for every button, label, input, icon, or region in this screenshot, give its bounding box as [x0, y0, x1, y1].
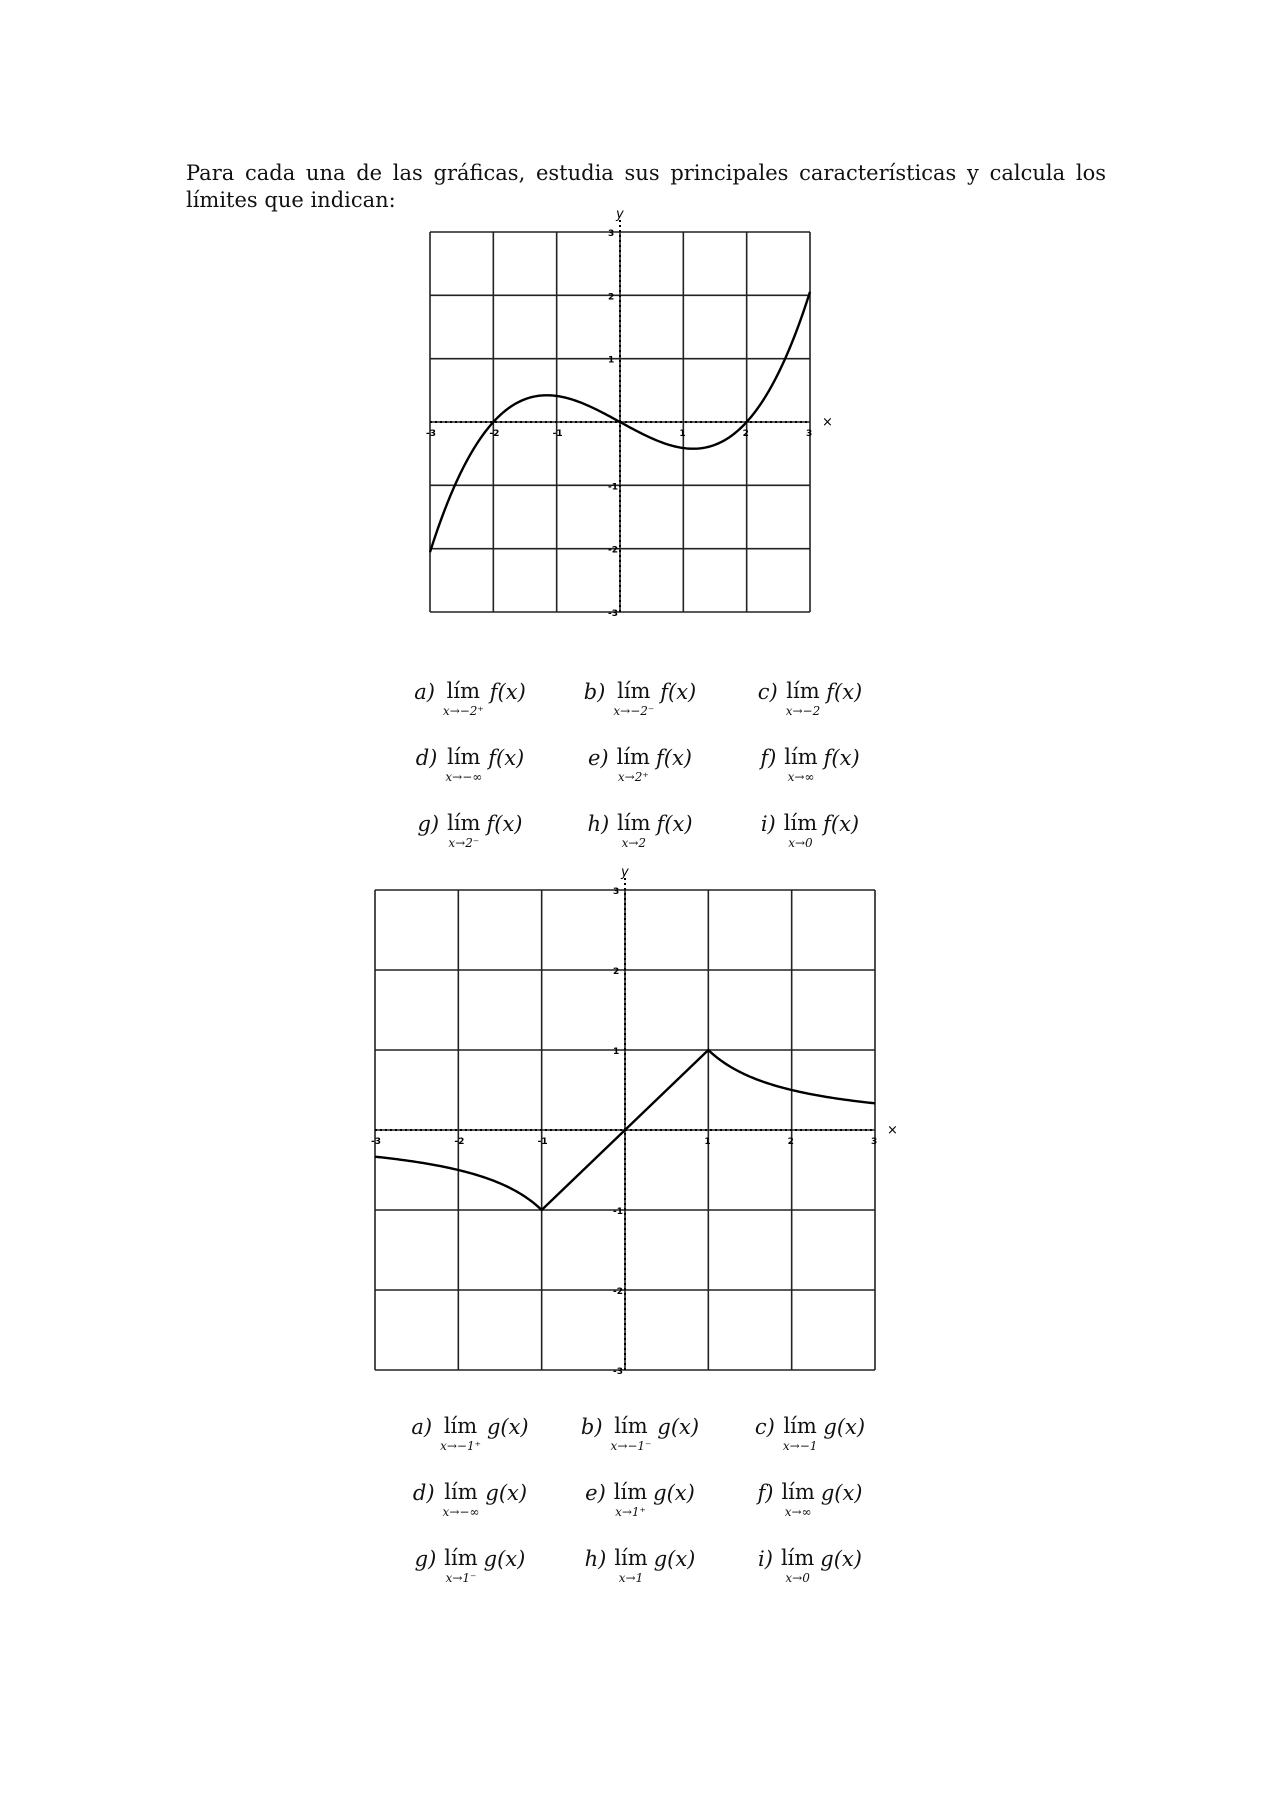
limit-g-item [570, 1481, 710, 1547]
limit-f-item [400, 680, 540, 746]
limit-word: lím [443, 1414, 478, 1438]
limit-function: f(x) [823, 746, 860, 770]
limit-word: lím [783, 811, 818, 835]
intro-line-1: Para cada una de las gráficas, estudia sus principales características y calcula los límites que [186, 161, 1106, 212]
limit-f-item [740, 812, 880, 878]
x-tick-label: 3 [806, 429, 813, 439]
y-axis-label: y [621, 865, 629, 880]
limit-operator [443, 680, 484, 718]
limit-word: lím [786, 679, 820, 703]
limit-function: g(x) [485, 1481, 528, 1505]
limit-word: lím [444, 1546, 478, 1570]
limit-subscript: x→1 [618, 1571, 644, 1585]
limit-operator [611, 1415, 652, 1453]
limits-f-block [0, 680, 1280, 878]
limit-function: f(x) [660, 680, 697, 704]
limit-function: g(x) [657, 1415, 700, 1439]
limit-subscript: x→−2⁺ [442, 704, 484, 718]
limit-subscript: x→∞ [784, 1505, 812, 1519]
limit-label: d) [415, 746, 438, 770]
limit-label: a) [411, 1415, 433, 1439]
limit-word: lím [614, 1546, 648, 1570]
limit-function: f(x) [826, 680, 863, 704]
y-tick-label: 1 [608, 355, 615, 366]
limit-operator [617, 812, 650, 850]
limit-operator [781, 1547, 814, 1585]
limit-operator [617, 746, 650, 784]
x-tick-label: 2 [787, 1137, 794, 1147]
limit-function: f(x) [823, 812, 860, 836]
limit-function: f(x) [488, 746, 525, 770]
limit-f-item [740, 746, 880, 812]
y-tick-label: -3 [608, 609, 618, 619]
limit-operator [447, 812, 480, 850]
intro-line-2: indican: [310, 188, 396, 212]
limit-f-row [0, 746, 1280, 812]
limit-label: h) [587, 812, 610, 836]
graph-g-canvas [371, 865, 898, 1377]
limit-operator [440, 1415, 481, 1453]
limit-subscript: x→2⁺ [617, 770, 649, 784]
y-tick-label: -2 [608, 545, 618, 556]
limit-g-row [0, 1415, 1280, 1481]
limit-word: lím [616, 745, 650, 769]
limit-label: b) [580, 1415, 603, 1439]
limit-operator [444, 1547, 477, 1585]
limit-label: i) [758, 1547, 773, 1571]
intro-paragraph [186, 160, 1106, 214]
limit-word: lím [614, 1414, 648, 1438]
limit-operator [445, 746, 482, 784]
x-tick-label: 1 [704, 1137, 711, 1147]
y-axis-label: y [616, 207, 624, 222]
limit-operator [781, 1481, 814, 1519]
graph-f [426, 207, 833, 619]
limit-operator [614, 1547, 647, 1585]
limit-subscript: x→2⁻ [448, 836, 480, 850]
limit-word: lím [781, 1480, 815, 1504]
limit-operator [613, 680, 654, 718]
limit-subscript: x→−2 [785, 704, 821, 718]
graph-g [371, 865, 898, 1377]
limit-subscript: x→0 [785, 1571, 810, 1585]
limit-label: b) [583, 680, 606, 704]
limit-label: i) [760, 812, 776, 836]
limit-function: g(x) [483, 1547, 526, 1571]
limit-f-row [0, 812, 1280, 878]
limit-f-item [400, 812, 540, 878]
x-axis-label: × [822, 415, 833, 430]
limit-subscript: x→−∞ [445, 770, 483, 784]
limit-label: c) [754, 1415, 775, 1439]
x-tick-label: 1 [679, 429, 686, 439]
limit-g-item [570, 1415, 710, 1481]
limit-label: f) [760, 746, 777, 770]
limit-function: g(x) [820, 1547, 862, 1571]
x-tick-label: -1 [537, 1137, 548, 1147]
limit-subscript: x→−1⁻ [610, 1439, 652, 1453]
x-tick-label: -2 [454, 1137, 465, 1147]
y-tick-label: 3 [613, 887, 620, 897]
limit-g-item [400, 1481, 540, 1547]
limit-operator [786, 680, 821, 718]
limit-function: g(x) [653, 1547, 696, 1571]
limits-g-block [0, 1415, 1280, 1613]
x-tick-label: -2 [489, 429, 500, 439]
limit-label: f) [757, 1481, 774, 1505]
limit-subscript: x→−2⁻ [613, 704, 655, 718]
y-tick-label: 2 [608, 292, 615, 303]
limit-g-item [400, 1415, 540, 1481]
limit-word: lím [780, 1546, 815, 1570]
x-tick-label: 3 [871, 1137, 878, 1147]
y-tick-label: 3 [608, 229, 615, 239]
limit-word: lím [617, 811, 651, 835]
limit-g-row [0, 1481, 1280, 1547]
limit-operator [784, 812, 817, 850]
x-tick-label: 2 [742, 429, 749, 439]
limit-function: f(x) [486, 812, 523, 836]
y-tick-label: -1 [613, 1207, 623, 1217]
graph-f-canvas [426, 207, 833, 619]
limit-word: lím [447, 745, 481, 769]
limit-function: f(x) [656, 812, 693, 836]
limit-g-row [0, 1547, 1280, 1613]
limit-label: g) [414, 1547, 437, 1571]
limit-subscript: x→−∞ [442, 1505, 480, 1519]
limit-g-item [570, 1547, 710, 1613]
limit-function: f(x) [655, 746, 692, 770]
limit-word: lím [617, 679, 651, 703]
limit-subscript: x→0 [788, 836, 813, 850]
limit-operator [443, 1481, 480, 1519]
limit-function: f(x) [489, 680, 526, 704]
limit-f-item [400, 746, 540, 812]
limit-f-item [570, 680, 710, 746]
limit-label: d) [412, 1481, 435, 1505]
limit-subscript: x→1⁻ [445, 1571, 477, 1585]
limit-subscript: x→1⁺ [615, 1505, 646, 1519]
limit-f-item [570, 746, 710, 812]
limit-word: lím [784, 745, 818, 769]
limit-operator [783, 1415, 818, 1453]
limit-function: g(x) [486, 1415, 529, 1439]
limit-label: e) [585, 1481, 606, 1505]
limit-function: g(x) [823, 1415, 866, 1439]
limit-f-row [0, 680, 1280, 746]
limit-label: h) [584, 1547, 607, 1571]
x-tick-label: -1 [552, 429, 563, 439]
limit-label: a) [414, 680, 435, 704]
limit-operator [614, 1481, 647, 1519]
x-axis-label: × [887, 1123, 898, 1138]
limit-f-item [570, 812, 710, 878]
limit-subscript: x→−1 [782, 1439, 818, 1453]
limit-word: lím [613, 1480, 648, 1504]
limit-label: c) [757, 680, 778, 704]
y-tick-label: 1 [613, 1047, 620, 1057]
limit-word: lím [446, 679, 481, 703]
limit-label: e) [588, 746, 609, 770]
limit-operator [784, 746, 817, 784]
x-tick-label: -3 [371, 1137, 381, 1147]
limit-function: g(x) [653, 1481, 695, 1505]
y-tick-label: 2 [613, 967, 620, 977]
limit-subscript: x→∞ [787, 770, 815, 784]
limit-word: lím [444, 1480, 478, 1504]
limit-g-item [400, 1547, 540, 1613]
y-tick-label: -2 [613, 1287, 623, 1297]
limit-g-item [740, 1415, 880, 1481]
limit-function: g(x) [820, 1481, 863, 1505]
limit-subscript: x→−1⁺ [440, 1439, 481, 1453]
x-tick-label: -3 [426, 429, 436, 439]
y-tick-label: -1 [608, 482, 618, 493]
limit-word: lím [447, 811, 481, 835]
y-tick-label: -3 [613, 1367, 623, 1377]
limit-g-item [740, 1481, 880, 1547]
limit-f-item [740, 680, 880, 746]
limit-label: g) [417, 812, 440, 836]
limit-g-item [740, 1547, 880, 1613]
limit-word: lím [783, 1414, 817, 1438]
limit-subscript: x→2 [621, 836, 647, 850]
